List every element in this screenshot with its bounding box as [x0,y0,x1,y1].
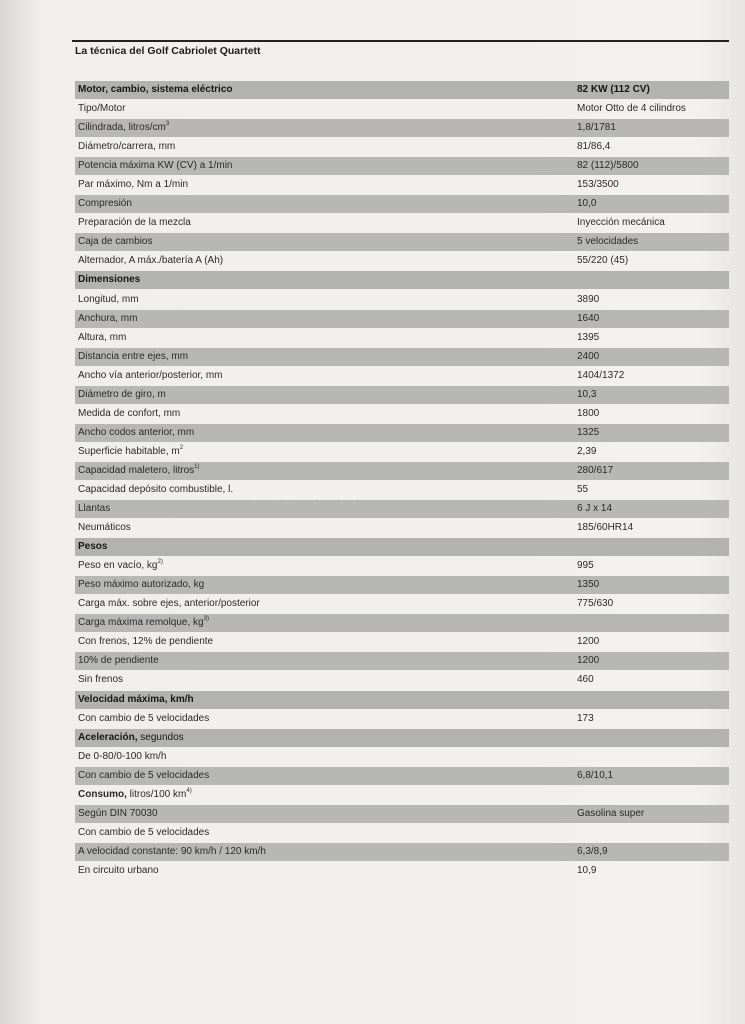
table-row [75,291,729,309]
section-header-row [75,729,729,747]
footnote-marker: 2 [179,444,184,451]
row-label-text: Potencia máxima KW (CV) a 1/min [78,160,233,172]
table-row [75,557,729,575]
table-row [75,481,729,499]
table-row [75,252,729,270]
row-value: 6,3/8,9 [577,845,608,857]
row-value: 82 KW (112 CV) [577,84,650,95]
footnote-marker: 4) [186,787,192,794]
row-value: 173 [577,712,594,724]
row-value: 2,39 [577,445,597,457]
row-value: 1395 [577,331,600,343]
table-row [75,329,729,347]
row-label [78,233,152,251]
row-label-text: Con cambio de 5 velocidades [78,826,210,838]
table-row [75,310,729,328]
row-label [78,500,110,518]
table-row [75,214,729,232]
footnote-marker: 3) [203,616,209,623]
row-label-text: Sin frenos [78,674,124,686]
row-value: 460 [577,674,594,686]
row-label [78,652,159,670]
table-row [75,348,729,366]
row-label [78,405,180,423]
row-label-text: Superficie habitable, m [78,445,180,457]
row-label-text: Neumáticos [78,522,131,534]
row-label [78,843,266,861]
row-label [78,614,209,632]
row-value: 2400 [577,350,600,362]
row-label [78,576,204,594]
table-row [75,100,729,118]
row-label-text: Diámetro de giro, m [78,388,166,400]
table-row [75,443,729,461]
row-label-text: Caja de cambios [78,236,153,248]
row-label [78,252,223,270]
row-label [78,671,123,689]
row-label [78,443,183,461]
document-title: La técnica del Golf Cabriolet Quartett [75,45,261,57]
row-label-text: Aceleración, [78,731,138,743]
row-label-text: Motor, cambio, sistema eléctrico [78,84,233,95]
table-row [75,424,729,442]
row-label-text: A velocidad constante: 90 km/h / 120 km/h [78,845,266,857]
row-label [78,519,131,537]
row-label [78,767,209,785]
row-label-text: Capacidad depósito combustible, l. [78,483,234,495]
row-value: Inyección mecánica [577,217,665,229]
row-label-text: Preparación de la mezcla [78,217,191,229]
table-row [75,671,729,689]
row-label-text: De 0-80/0-100 km/h [78,750,167,762]
table-row [75,195,729,213]
row-value: 280/617 [577,464,614,476]
table-row [75,595,729,613]
table-row [75,710,729,728]
section-header-row [75,786,729,804]
row-value: 775/630 [577,598,614,610]
row-label-extra: litros/100 km [126,788,187,800]
table-row [75,843,729,861]
row-value: 55 [577,483,589,495]
row-label [78,538,107,556]
table-row [75,367,729,385]
row-label-text: Par máximo, Nm a 1/min [78,179,189,191]
row-label [78,633,213,651]
row-value: 5 velocidades [577,236,639,248]
row-label [78,462,200,480]
row-label-text: 10% de pendiente [78,655,159,667]
row-value: Motor Otto de 4 cilindros [577,103,686,115]
row-label-text: Según DIN 70030 [78,807,158,819]
row-label-text: Llantas [78,503,111,515]
row-value: 1404/1372 [577,369,625,381]
row-label [78,748,166,766]
row-value: 1350 [577,579,600,591]
table-row [75,748,729,766]
table-row [75,805,729,823]
row-label-extra: segundos [137,731,184,743]
section-header-row [75,691,729,709]
table-row [75,233,729,251]
row-label-text: Peso en vacío, kg [78,560,158,572]
row-label [78,424,194,442]
row-label-text: Consumo, [78,788,127,800]
row-label [78,329,126,347]
row-label [78,862,159,880]
row-label [78,691,194,709]
table-row [75,652,729,670]
table-row [75,767,729,785]
row-label [78,824,209,842]
row-value: 10,0 [577,198,597,210]
section-header-row [75,81,729,99]
table-row [75,614,729,632]
table-row [75,405,729,423]
row-value: 995 [577,560,594,572]
row-label-text: Con frenos, 12% de pendiente [78,636,214,648]
row-label [78,481,233,499]
row-label-text: Alternador, A máx./batería A (Ah) [78,255,224,267]
footnote-marker: 1) [194,463,200,470]
table-row [75,138,729,156]
row-value: 6,8/10,1 [577,769,614,781]
row-label [78,214,191,232]
row-label [78,729,184,747]
row-label-text: Tipo/Motor [78,103,126,115]
row-label [78,291,139,309]
row-label [78,119,169,137]
table-row [75,519,729,537]
row-label-text: Compresión [78,198,132,210]
row-label [78,195,132,213]
table-row [75,176,729,194]
row-label [78,100,125,118]
row-label-text: Con cambio de 5 velocidades [78,712,210,724]
row-value: 10,9 [577,864,597,876]
table-row [75,576,729,594]
row-label [78,138,175,156]
row-label-text: Carga máxima remolque, kg [78,617,204,629]
table-row [75,157,729,175]
row-label-text: Medida de confort, mm [78,407,181,419]
row-label [78,81,233,99]
row-value: 1325 [577,426,600,438]
row-value: 153/3500 [577,179,619,191]
row-label-text: Diámetro/carrera, mm [78,141,176,153]
row-label-text: Cilindrada, litros/cm [78,122,166,134]
row-value: 6 J x 14 [577,503,613,515]
row-label [78,367,223,385]
row-value: 1,8/1781 [577,122,616,134]
footnote-marker: 3 [165,121,170,128]
row-value: Gasolina super [577,807,645,819]
table-row [75,462,729,480]
table-row [75,500,729,518]
row-label-text: Velocidad máxima, km/h [78,693,194,705]
table-row [75,386,729,404]
row-label [78,271,140,289]
row-value: 81/86,4 [577,141,611,153]
row-label-text: Anchura, mm [78,312,138,324]
row-value: 10,3 [577,388,597,400]
row-label [78,157,233,175]
table-row [75,824,729,842]
row-value: 185/60HR14 [577,522,634,534]
row-label-text: Pesos [78,541,108,553]
row-label [78,805,158,823]
row-label [78,595,260,613]
table-row [75,862,729,880]
row-label-text: Con cambio de 5 velocidades [78,769,210,781]
row-label-text: Distancia entre ejes, mm [78,350,189,362]
row-value: 3890 [577,293,600,305]
section-header-row [75,271,729,289]
row-value: 1640 [577,312,600,324]
table-row [75,119,729,137]
row-label [78,710,209,728]
table-row [75,633,729,651]
row-value: 1800 [577,407,600,419]
row-value: 55/220 (45) [577,255,629,267]
top-rule [72,40,729,42]
row-label-text: Capacidad maletero, litros [78,464,195,476]
row-value: 1200 [577,655,600,667]
row-label-text: Ancho vía anterior/posterior, mm [78,369,223,381]
row-value: 82 (112)/5800 [577,160,639,172]
row-label [78,386,166,404]
spec-table [75,81,729,881]
row-label-text: Longitud, mm [78,293,139,305]
row-label [78,310,137,328]
section-header-row [75,538,729,556]
row-value: 1200 [577,636,600,648]
row-label-text: Peso máximo autorizado, kg [78,579,205,591]
row-label-text: Ancho codos anterior, mm [78,426,195,438]
row-label [78,786,192,804]
row-label-text: Altura, mm [78,331,127,343]
row-label-text: Dimensiones [78,274,141,286]
row-label-text: Carga máx. sobre ejes, anterior/posterior [78,598,260,610]
footnote-marker: 2) [157,559,163,566]
row-label [78,348,188,366]
row-label [78,557,163,575]
row-label [78,176,188,194]
row-label-text: En circuito urbano [78,864,159,876]
